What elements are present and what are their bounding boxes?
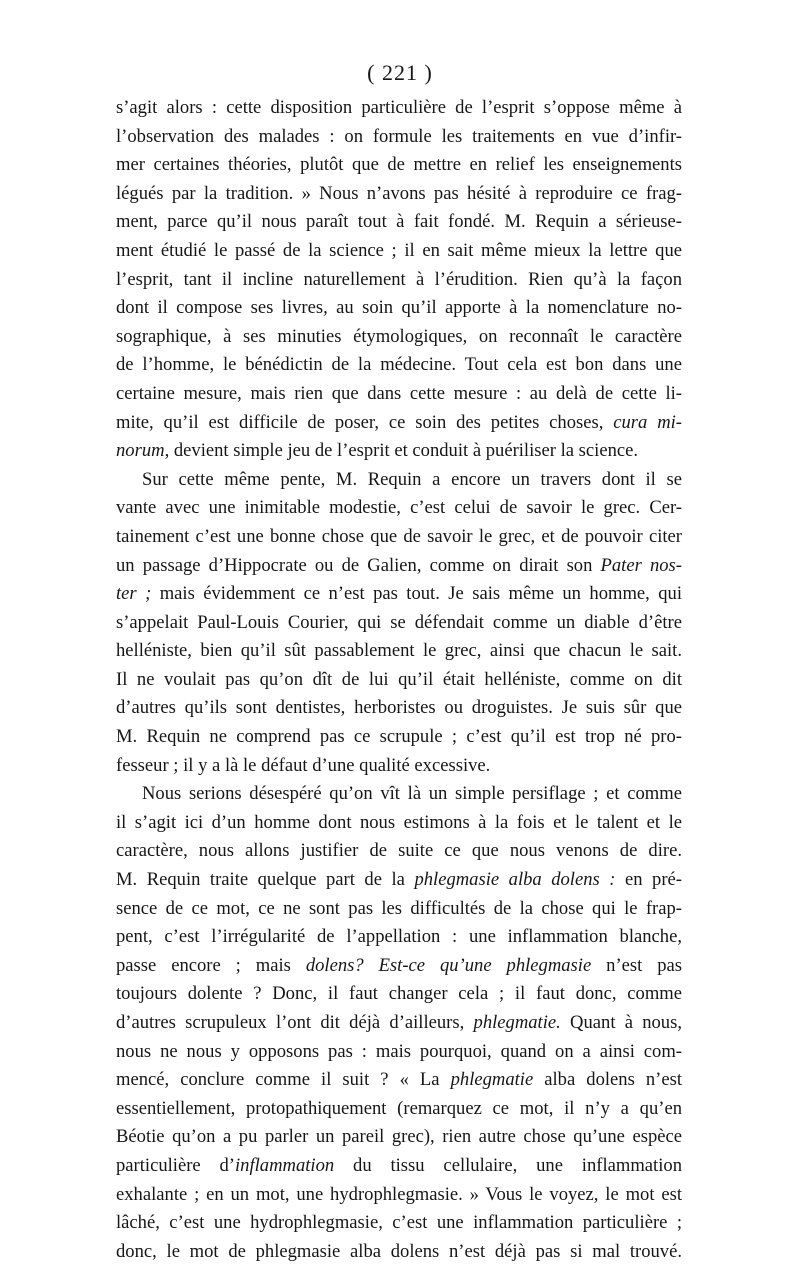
text-line: donc, le mot de phlegmasie alba dolens n’est déjà pas si mal trouvé. — [116, 1240, 682, 1262]
text-line: Nous serions désespéré qu’on vît là un simple persiflage ; et comme — [142, 783, 682, 805]
text-line: M. Requin ne comprend pas ce scrupule ; c’est qu’il est trop né pro- — [116, 726, 682, 748]
text-line: lâché, c’est une hydrophlegmasie, c’est une inflammation particulière ; — [116, 1212, 682, 1234]
text-line: toujours dolente ? Donc, il faut changer cela ; il faut donc, comme — [116, 983, 682, 1005]
text-line: s’appelait Paul-Louis Courier, qui se défendait comme un diable d’être — [116, 611, 682, 633]
line-text: un passage d’Hippocrate ou de Galien, comme on dirait son — [116, 554, 601, 576]
text-line: fesseur ; il y a là le défaut d’une qualité excessive. — [116, 754, 491, 776]
line-text: mais évidemment ce n’est pas tout. Je sais même un homme, qui — [151, 583, 682, 605]
page-number: ( 221 ) — [367, 60, 433, 85]
text-line: l’esprit, tant il incline naturellement à l’érudition. Rien qu’à la façon — [116, 268, 682, 290]
text-line: sographique, à ses minuties étymologiques, on reconnaît le caractère — [116, 325, 682, 347]
text-line: essentiellement, protopathiquement (remarquez ce mot, il n’y a qu’en — [116, 1097, 682, 1119]
body-text — [116, 94, 682, 1266]
text-line: s’agit alors : cette disposition particulière de l’esprit s’oppose même à — [116, 97, 682, 118]
text-line: helléniste, bien qu’il sût passablement le grec, ainsi que chacun le sait. — [116, 640, 682, 662]
italic-term: dolens? Est-ce qu’une phlegmasie — [305, 954, 592, 976]
line-text: n’est pas — [591, 954, 682, 976]
text-line: l’observation des malades : on formule les traitements en vue d’infir- — [116, 125, 682, 147]
text-line — [116, 437, 682, 466]
line-text: passe encore ; mais — [116, 954, 306, 976]
italic-term: norum — [116, 440, 165, 462]
text-line — [116, 1066, 682, 1095]
text-line: ment étudié le passé de la science ; il en sait même mieux la lettre que — [116, 239, 682, 261]
italic-term: phlegmasie alba dolens : — [414, 869, 616, 891]
text-line: nous ne nous y opposons pas : mais pourquoi, quand on a ainsi com- — [116, 1040, 682, 1062]
text-line: Sur cette même pente, M. Requin a encore un travers dont il se — [142, 468, 682, 490]
text-line: légués par la tradition. » Nous n’avons pas hésité à reproduire ce frag- — [116, 182, 682, 204]
text-line: mer certaines théories, plutôt que de mettre en relief les enseignements — [116, 154, 682, 176]
text-line: il s’agit ici d’un homme dont nous estimons à la fois et le talent et le — [116, 811, 682, 833]
text-line: vante avec une inimitable modestie, c’est celui de savoir le grec. Cer- — [116, 497, 682, 519]
text-line: caractère, nous allons justifier de suite ce que nous venons de dire. — [116, 840, 682, 862]
text-line — [116, 866, 682, 895]
text-line — [116, 552, 682, 581]
text-line: sence de ce mot, ce ne sont pas les difficultés de la chose qui le frap- — [116, 897, 682, 919]
line-text: mite, qu’il est difficile de poser, ce soin des petites choses, — [116, 411, 614, 433]
italic-term: phlegmatie — [450, 1069, 534, 1091]
italic-term: inflammation — [235, 1154, 335, 1176]
text-line — [116, 1009, 682, 1038]
text-line: exhalante ; en un mot, une hydrophlegmasie. » Vous le voyez, le mot est — [116, 1183, 682, 1205]
italic-term: phlegmatie. — [473, 1012, 561, 1033]
text-line: Béotie qu’on a pu parler un pareil grec), rien autre chose qu’une espèce — [116, 1126, 682, 1148]
italic-term: Pater nos- — [600, 554, 682, 576]
line-text: Quant à nous, — [560, 1012, 682, 1033]
line-text: , devient simple jeu de l’esprit et conduit à puériliser la science. — [164, 440, 639, 462]
text-line — [116, 580, 682, 609]
line-text: du tissu cellulaire, une inflammation — [334, 1154, 682, 1176]
text-line: d’autres qu’ils sont dentistes, herboristes ou droguistes. Je suis sûr que — [116, 697, 682, 719]
text-line — [116, 1152, 682, 1181]
italic-term: cura mi- — [613, 411, 682, 433]
paragraph — [116, 780, 682, 1266]
text-line: Il ne voulait pas qu’on dît de lui qu’il était helléniste, comme on dit — [116, 668, 682, 690]
text-line: pent, c’est l’irrégularité de l’appellation : une inflammation blanche, — [116, 926, 682, 948]
text-line: de l’homme, le bénédictin de la médecine. Tout cela est bon dans une — [116, 354, 682, 376]
line-text: d’autres scrupuleux l’ont dit déjà d’ailleurs, — [116, 1012, 474, 1033]
line-text: particulière d’ — [116, 1154, 235, 1176]
text-line — [116, 952, 682, 981]
text-line: certaine mesure, mais rien que dans cette mesure : au delà de cette li- — [116, 382, 682, 404]
line-text: alba dolens n’est — [533, 1069, 682, 1091]
text-line: tainement c’est une bonne chose que de savoir le grec, et de pouvoir citer — [116, 525, 682, 547]
line-text: en pré- — [615, 869, 682, 891]
text-line: dont il compose ses livres, au soin qu’il apporte à la nomenclature no- — [116, 297, 682, 319]
line-text: mencé, conclure comme il suit ? « La — [116, 1069, 451, 1091]
paragraph — [116, 466, 682, 781]
text-line — [116, 409, 682, 438]
line-text: M. Requin traite quelque part de la — [116, 869, 415, 891]
paragraph — [116, 94, 682, 466]
italic-term: ter ; — [116, 583, 152, 605]
text-line: ment, parce qu’il nous paraît tout à fait fondé. M. Requin a sérieuse- — [116, 211, 682, 233]
